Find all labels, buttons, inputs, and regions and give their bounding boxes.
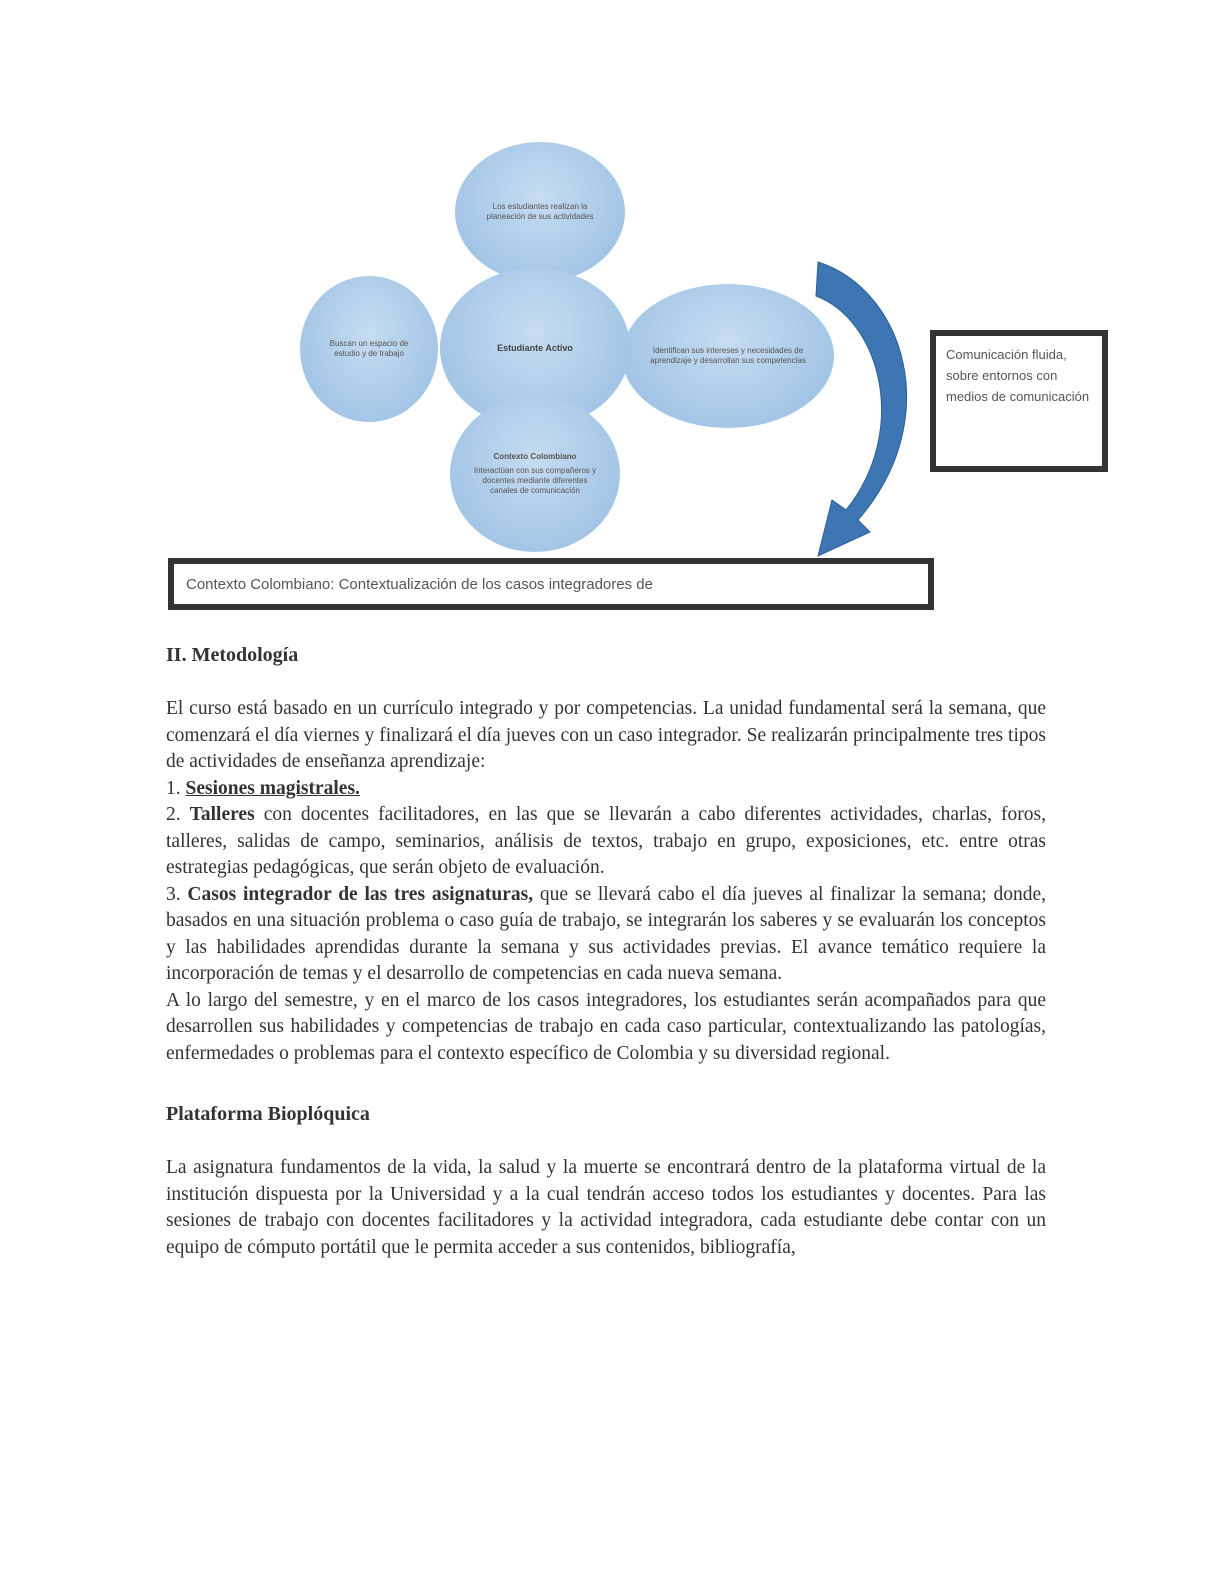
top-circle-text: Los estudiantes realizan la planeación de sus actividades bbox=[486, 202, 594, 221]
arrow-shape bbox=[816, 262, 907, 556]
section-title-metodologia: II. Metodología bbox=[166, 644, 299, 666]
list-item-3 bbox=[166, 882, 1046, 988]
plataforma-body: La asignatura fundamentos de la vida, la salud y la muerte se encontrará dentro de la plataforma virtual de la institución dispuesta por la Universidad y a la cual tendrán acceso todos los estudiantes y docentes. Para las sesiones de trabajo con docentes facilitadores y la actividad integradora, cada estudiante debe contar con un equipo de cómputo portátil que le permita acceder a sus contenidos, bibliografía, bbox=[166, 1157, 1046, 1258]
section-title-plataforma: Plataforma Bioplóquica bbox=[166, 1103, 370, 1125]
metodologia-closing: A lo largo del semestre, y en el marco de los casos integradores, los estudiantes serán acompañados para que desarrollen sus habilidades y competencias de trabajo en cada caso particular, contextualizando las patologías, enfermedades o problemas para el contexto específico de Colombia y su diversidad regional. bbox=[166, 989, 1046, 1064]
item-2-text: con docentes facilitadores, en las que se llevarán a cabo diferentes actividades, charlas, foros, talleres, salidas de campo, seminarios, análisis de textos, trabajo en grupo, exposiciones, etc. entre otras estrategias pedagógicas, que serán objeto de evaluación. bbox=[166, 804, 1047, 878]
bottom-circle-title: Contexto Colombiano bbox=[493, 452, 577, 461]
curved-arrow bbox=[0, 0, 1224, 620]
list-item-1 bbox=[166, 776, 1046, 803]
concept-diagram bbox=[0, 0, 1224, 620]
item-1-title: Sesiones magistrales. bbox=[185, 777, 360, 799]
left-circle-text: Buscan un espacio de estudio y de trabajo bbox=[329, 339, 409, 358]
document-body bbox=[166, 642, 1046, 1261]
item-1-number: 1. bbox=[166, 777, 181, 799]
bottom-circle-text: Interactúan con sus compañeros y docentes mediante diferentes canales de comunicación bbox=[473, 466, 597, 495]
side-note-box bbox=[930, 330, 1108, 472]
center-circle-text: Estudiante Activo bbox=[497, 343, 573, 353]
context-box bbox=[168, 558, 934, 610]
item-2-number: 2. bbox=[166, 804, 181, 825]
metodologia-intro: El curso está basado en un currículo integrado y por competencias. La unidad fundamental será la semana, que comenzará el día viernes y finalizará el día jueves con un caso integrador. Se realizarán principalmente tres tipos de actividades de enseñanza aprendizaje: bbox=[166, 698, 1046, 772]
item-3-number: 3. bbox=[166, 883, 181, 905]
item-3-lead: Casos integrador de las tres asignaturas, bbox=[187, 883, 534, 905]
right-circle-text: Identifican sus intereses y necesidades de aprendizaje y desarrollan sus competencias bbox=[650, 346, 806, 365]
list-item-2 bbox=[166, 802, 1046, 882]
item-3-text: que se llevará cabo el día jueves al finalizar la semana; donde, basados en una situación problema o caso guía de trabajo, se integrarán los saberes y se evaluarán los conceptos y las habilidades aprendidas durante la semana y sus actividades previas. El avance temático requiere la incorporación de temas y el desarrollo de competencias en cada nueva semana. bbox=[166, 883, 1046, 984]
context-box-text: Contexto Colombiano: Contextualización de los casos integradores de bbox=[186, 576, 653, 593]
item-2-lead: Talleres bbox=[189, 804, 255, 825]
side-note-text: Comunicación fluida, sobre entornos con medios de comunicación bbox=[946, 347, 1090, 404]
